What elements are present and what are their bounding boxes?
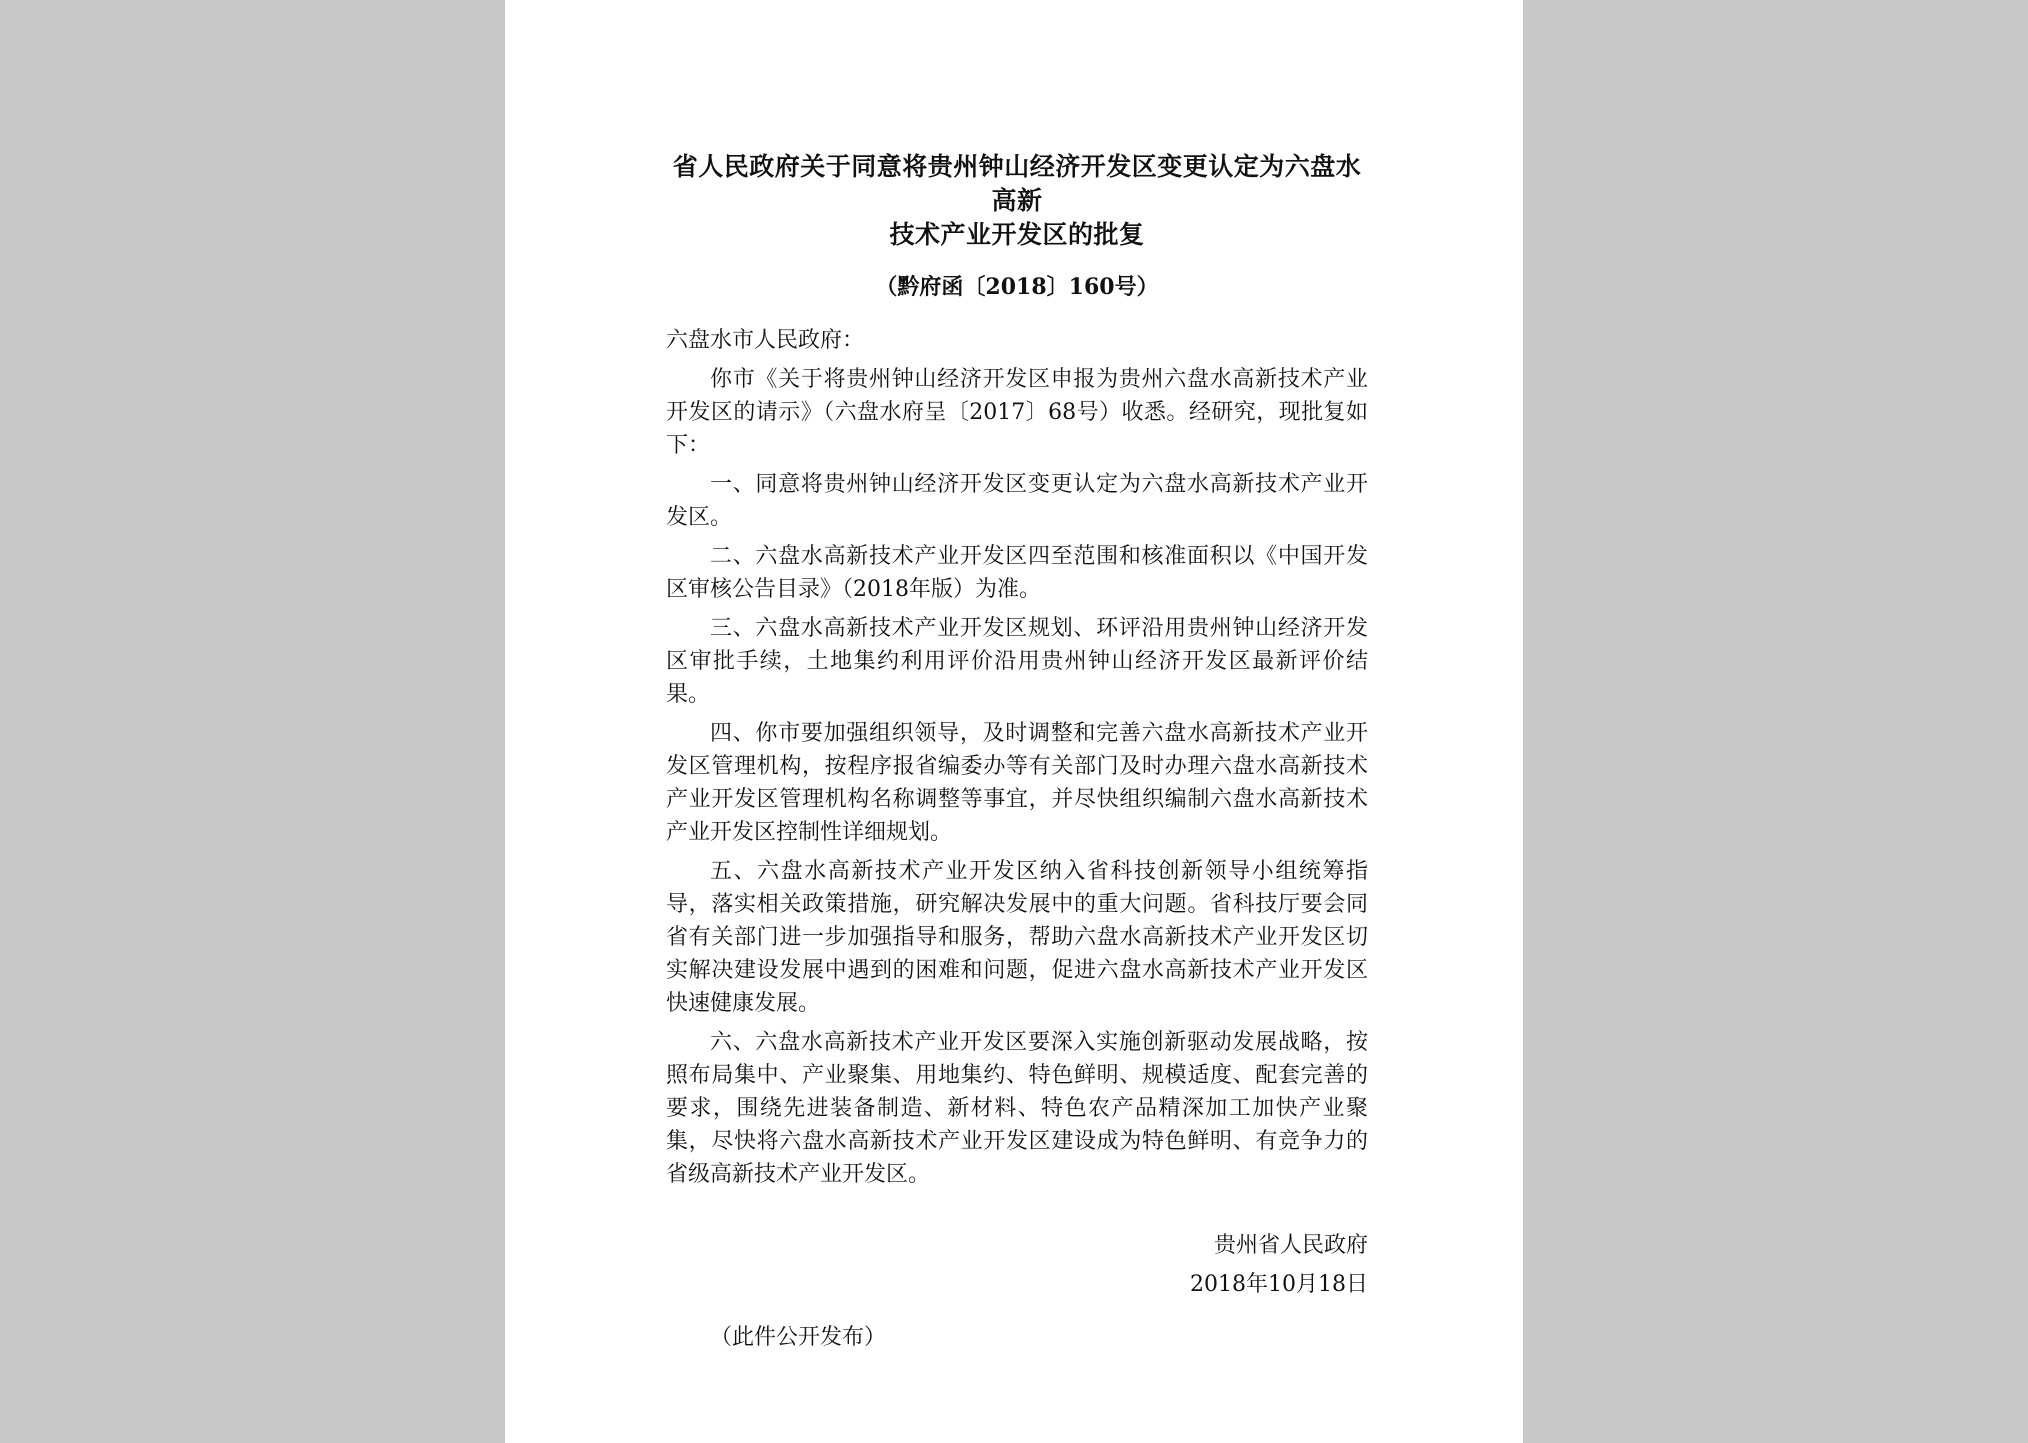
title-line-2: 技术产业开发区的批复 <box>889 220 1145 249</box>
body-paragraph: 六、六盘水高新技术产业开发区要深入实施创新驱动发展战略，按照布局集中、产业聚集、用地集约、特色鲜明、规模适度、配套完善的要求，围绕先进装备制造、新材料、特色农产品精深加工加快产业聚集，尽快将六盘水高新技术产业开发区建设成为特色鲜明、有竞争力的省级高新技术产业开发区。 <box>666 1030 1368 1187</box>
issue-date: 2018年10月18日 <box>1190 1272 1368 1297</box>
document-title <box>666 150 1368 252</box>
publication-note: （此件公开发布） <box>710 1325 887 1350</box>
document-page <box>505 0 1523 1443</box>
body-paragraph: 四、你市要加强组织领导，及时调整和完善六盘水高新技术产业开发区管理机构，按程序报省编委办等有关部门及时办理六盘水高新技术产业开发区管理机构名称调整等事宜，并尽快组织编制六盘水高新技术产业开发区控制性详细规划。 <box>666 721 1368 845</box>
title-line-1: 省人民政府关于同意将贵州钟山经济开发区变更认定为六盘水高新 <box>672 152 1362 215</box>
body-paragraph: 三、六盘水高新技术产业开发区规划、环评沿用贵州钟山经济开发区审批手续，土地集约利用评价沿用贵州钟山经济开发区最新评价结果。 <box>666 616 1368 707</box>
body-paragraph: 五、六盘水高新技术产业开发区纳入省科技创新领导小组统筹指导，落实相关政策措施，研究解决发展中的重大问题。省科技厅要会同省有关部门进一步加强指导和服务，帮助六盘水高新技术产业开发区切实解决建设发展中遇到的困难和问题，促进六盘水高新技术产业开发区快速健康发展。 <box>666 859 1368 1016</box>
body-paragraph: 一、同意将贵州钟山经济开发区变更认定为六盘水高新技术产业开发区。 <box>666 472 1368 530</box>
body-paragraph: 二、六盘水高新技术产业开发区四至范围和核准面积以《中国开发区审核公告目录》（2018年版）为准。 <box>666 544 1368 602</box>
issuer: 贵州省人民政府 <box>1213 1233 1368 1258</box>
body-paragraph: 你市《关于将贵州钟山经济开发区申报为贵州六盘水高新技术产业开发区的请示》（六盘水府呈〔2017〕68号）收悉。经研究，现批复如下： <box>666 367 1368 458</box>
addressee: 六盘水市人民政府： <box>666 328 865 353</box>
signature-block <box>666 1229 1368 1301</box>
document-number: （黔府函〔2018〕160号） <box>875 274 1159 300</box>
